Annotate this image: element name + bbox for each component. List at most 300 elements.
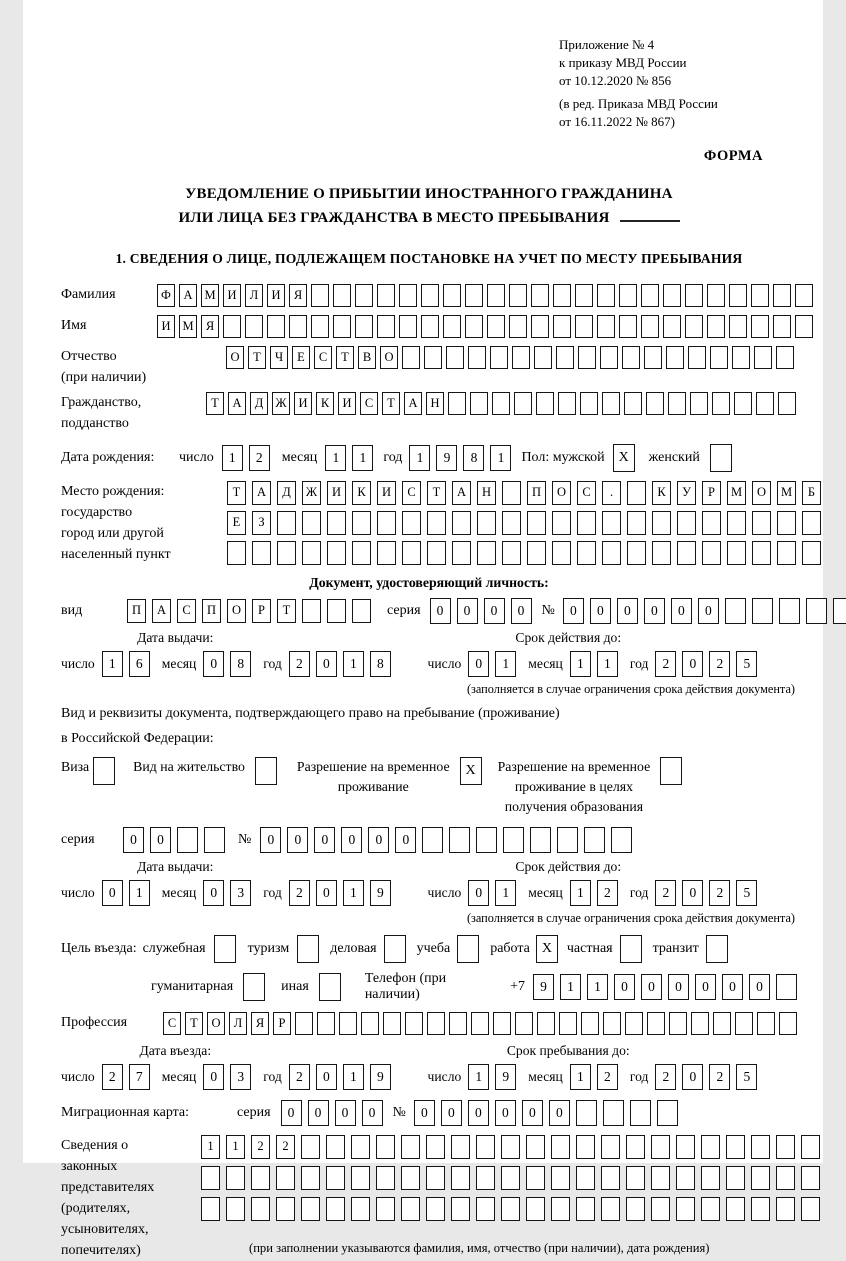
- char-cell[interactable]: [751, 284, 769, 307]
- char-cell[interactable]: Я: [201, 315, 219, 338]
- purpose-other-checkbox[interactable]: [319, 973, 341, 1001]
- char-cell[interactable]: [676, 1166, 695, 1190]
- char-cell[interactable]: [754, 346, 772, 369]
- char-cell[interactable]: [476, 1166, 495, 1190]
- char-cell[interactable]: [503, 827, 524, 853]
- char-cell[interactable]: [327, 541, 346, 565]
- char-cell[interactable]: 0: [260, 827, 281, 853]
- char-cell[interactable]: С: [577, 481, 596, 505]
- char-cell[interactable]: [515, 1012, 533, 1035]
- char-cell[interactable]: [351, 1135, 370, 1159]
- char-cell[interactable]: [802, 541, 821, 565]
- char-cell[interactable]: [576, 1100, 597, 1126]
- char-cell[interactable]: [668, 392, 686, 415]
- char-cell[interactable]: [333, 315, 351, 338]
- char-cell[interactable]: [806, 598, 827, 624]
- char-cell[interactable]: [223, 315, 241, 338]
- char-cell[interactable]: [493, 1012, 511, 1035]
- char-cell[interactable]: [601, 1135, 620, 1159]
- char-cell[interactable]: [726, 1197, 745, 1221]
- char-cell[interactable]: [501, 1135, 520, 1159]
- char-cell[interactable]: М: [727, 481, 746, 505]
- char-cell[interactable]: 2: [655, 651, 676, 677]
- edu-residence-checkbox[interactable]: [660, 757, 682, 785]
- char-cell[interactable]: [426, 1135, 445, 1159]
- char-cell[interactable]: [512, 346, 530, 369]
- char-cell[interactable]: 0: [287, 827, 308, 853]
- char-cell[interactable]: 1: [468, 1064, 489, 1090]
- char-cell[interactable]: [326, 1135, 345, 1159]
- char-cell[interactable]: М: [777, 481, 796, 505]
- char-cell[interactable]: [752, 511, 771, 535]
- char-cell[interactable]: 1: [222, 445, 243, 471]
- char-cell[interactable]: 1: [343, 1064, 364, 1090]
- char-cell[interactable]: [625, 1012, 643, 1035]
- char-cell[interactable]: 0: [335, 1100, 356, 1126]
- char-cell[interactable]: [302, 511, 321, 535]
- char-cell[interactable]: И: [377, 481, 396, 505]
- residence-series-cells[interactable]: [123, 827, 225, 853]
- char-cell[interactable]: [333, 284, 351, 307]
- char-cell[interactable]: [426, 1166, 445, 1190]
- char-cell[interactable]: [514, 392, 532, 415]
- char-cell[interactable]: 0: [457, 598, 478, 624]
- char-cell[interactable]: [402, 541, 421, 565]
- char-cell[interactable]: [470, 392, 488, 415]
- char-cell[interactable]: [551, 1197, 570, 1221]
- char-cell[interactable]: [251, 1197, 270, 1221]
- char-cell[interactable]: 2: [251, 1135, 270, 1159]
- char-cell[interactable]: [351, 1166, 370, 1190]
- char-cell[interactable]: А: [404, 392, 422, 415]
- char-cell[interactable]: [626, 1166, 645, 1190]
- char-cell[interactable]: 0: [563, 598, 584, 624]
- char-cell[interactable]: [376, 1135, 395, 1159]
- char-cell[interactable]: [776, 974, 797, 1000]
- char-cell[interactable]: [449, 1012, 467, 1035]
- char-cell[interactable]: 0: [495, 1100, 516, 1126]
- char-cell[interactable]: [553, 315, 571, 338]
- char-cell[interactable]: [301, 1135, 320, 1159]
- char-cell[interactable]: Ж: [302, 481, 321, 505]
- char-cell[interactable]: 0: [123, 827, 144, 853]
- char-cell[interactable]: [626, 1135, 645, 1159]
- purpose-work-checkbox[interactable]: X: [536, 935, 558, 963]
- char-cell[interactable]: [710, 346, 728, 369]
- char-cell[interactable]: [707, 284, 725, 307]
- char-cell[interactable]: [619, 315, 637, 338]
- char-cell[interactable]: [597, 284, 615, 307]
- char-cell[interactable]: 0: [468, 651, 489, 677]
- char-cell[interactable]: 8: [230, 651, 251, 677]
- char-cell[interactable]: [476, 1135, 495, 1159]
- char-cell[interactable]: [317, 1012, 335, 1035]
- char-cell[interactable]: [502, 541, 521, 565]
- char-cell[interactable]: [401, 1135, 420, 1159]
- char-cell[interactable]: [577, 511, 596, 535]
- char-cell[interactable]: 2: [655, 880, 676, 906]
- char-cell[interactable]: [776, 1166, 795, 1190]
- char-cell[interactable]: 0: [590, 598, 611, 624]
- char-cell[interactable]: 2: [276, 1135, 295, 1159]
- char-cell[interactable]: [677, 541, 696, 565]
- char-cell[interactable]: [377, 541, 396, 565]
- char-cell[interactable]: [663, 315, 681, 338]
- char-cell[interactable]: [477, 541, 496, 565]
- char-cell[interactable]: [557, 827, 578, 853]
- char-cell[interactable]: [402, 346, 420, 369]
- purpose-business-checkbox[interactable]: [384, 935, 406, 963]
- char-cell[interactable]: П: [127, 599, 146, 623]
- char-cell[interactable]: Т: [336, 346, 354, 369]
- char-cell[interactable]: Л: [245, 284, 263, 307]
- char-cell[interactable]: 5: [736, 880, 757, 906]
- phone-cells[interactable]: [533, 974, 797, 1000]
- char-cell[interactable]: [339, 1012, 357, 1035]
- char-cell[interactable]: Ж: [272, 392, 290, 415]
- char-cell[interactable]: 2: [289, 1064, 310, 1090]
- char-cell[interactable]: [295, 1012, 313, 1035]
- char-cell[interactable]: [576, 1166, 595, 1190]
- char-cell[interactable]: Т: [206, 392, 224, 415]
- char-cell[interactable]: [597, 315, 615, 338]
- char-cell[interactable]: [795, 284, 813, 307]
- char-cell[interactable]: И: [294, 392, 312, 415]
- char-cell[interactable]: 6: [129, 651, 150, 677]
- char-cell[interactable]: [691, 1012, 709, 1035]
- char-cell[interactable]: [751, 315, 769, 338]
- char-cell[interactable]: [627, 481, 646, 505]
- char-cell[interactable]: [726, 1166, 745, 1190]
- char-cell[interactable]: 1: [570, 880, 591, 906]
- char-cell[interactable]: 0: [314, 827, 335, 853]
- char-cell[interactable]: Д: [277, 481, 296, 505]
- char-cell[interactable]: 1: [325, 445, 346, 471]
- char-cell[interactable]: [602, 511, 621, 535]
- char-cell[interactable]: [757, 1012, 775, 1035]
- char-cell[interactable]: 2: [597, 1064, 618, 1090]
- purpose-study-checkbox[interactable]: [457, 935, 479, 963]
- char-cell[interactable]: [559, 1012, 577, 1035]
- char-cell[interactable]: 0: [150, 827, 171, 853]
- char-cell[interactable]: [377, 511, 396, 535]
- char-cell[interactable]: [641, 284, 659, 307]
- char-cell[interactable]: [326, 1166, 345, 1190]
- char-cell[interactable]: [802, 511, 821, 535]
- char-cell[interactable]: А: [252, 481, 271, 505]
- purpose-tourism-checkbox[interactable]: [297, 935, 319, 963]
- char-cell[interactable]: 2: [709, 651, 730, 677]
- char-cell[interactable]: [427, 511, 446, 535]
- char-cell[interactable]: [421, 315, 439, 338]
- char-cell[interactable]: 9: [370, 1064, 391, 1090]
- char-cell[interactable]: [502, 511, 521, 535]
- char-cell[interactable]: [652, 541, 671, 565]
- doc-valid-day-cells[interactable]: [468, 651, 516, 677]
- char-cell[interactable]: [657, 1100, 678, 1126]
- char-cell[interactable]: [531, 315, 549, 338]
- char-cell[interactable]: [526, 1197, 545, 1221]
- char-cell[interactable]: [600, 346, 618, 369]
- char-cell[interactable]: [647, 1012, 665, 1035]
- char-cell[interactable]: [779, 1012, 797, 1035]
- char-cell[interactable]: 1: [201, 1135, 220, 1159]
- char-cell[interactable]: 2: [709, 880, 730, 906]
- stay-day-cells[interactable]: [468, 1064, 516, 1090]
- char-cell[interactable]: Р: [273, 1012, 291, 1035]
- char-cell[interactable]: [401, 1166, 420, 1190]
- char-cell[interactable]: [443, 315, 461, 338]
- char-cell[interactable]: И: [223, 284, 241, 307]
- char-cell[interactable]: 0: [522, 1100, 543, 1126]
- citizenship-cells[interactable]: [206, 392, 796, 415]
- char-cell[interactable]: 1: [409, 445, 430, 471]
- entry-day-cells[interactable]: [102, 1064, 150, 1090]
- char-cell[interactable]: [311, 284, 329, 307]
- char-cell[interactable]: 0: [682, 880, 703, 906]
- char-cell[interactable]: [777, 511, 796, 535]
- char-cell[interactable]: 0: [511, 598, 532, 624]
- char-cell[interactable]: [795, 315, 813, 338]
- char-cell[interactable]: З: [252, 511, 271, 535]
- char-cell[interactable]: И: [157, 315, 175, 338]
- char-cell[interactable]: [801, 1166, 820, 1190]
- char-cell[interactable]: Н: [426, 392, 444, 415]
- residence-valid-year-cells[interactable]: [655, 880, 757, 906]
- char-cell[interactable]: [776, 1135, 795, 1159]
- char-cell[interactable]: [641, 315, 659, 338]
- char-cell[interactable]: 1: [560, 974, 581, 1000]
- char-cell[interactable]: 1: [129, 880, 150, 906]
- char-cell[interactable]: [537, 1012, 555, 1035]
- char-cell[interactable]: 0: [362, 1100, 383, 1126]
- char-cell[interactable]: 8: [463, 445, 484, 471]
- char-cell[interactable]: 7: [129, 1064, 150, 1090]
- char-cell[interactable]: [666, 346, 684, 369]
- char-cell[interactable]: 5: [736, 1064, 757, 1090]
- char-cell[interactable]: [326, 1197, 345, 1221]
- char-cell[interactable]: [526, 1135, 545, 1159]
- char-cell[interactable]: Р: [252, 599, 271, 623]
- residence-number-cells[interactable]: [260, 827, 632, 853]
- char-cell[interactable]: Л: [229, 1012, 247, 1035]
- char-cell[interactable]: 2: [289, 651, 310, 677]
- char-cell[interactable]: 0: [682, 651, 703, 677]
- char-cell[interactable]: 1: [570, 651, 591, 677]
- entry-year-cells[interactable]: [289, 1064, 391, 1090]
- char-cell[interactable]: [707, 315, 725, 338]
- char-cell[interactable]: [778, 392, 796, 415]
- char-cell[interactable]: [227, 541, 246, 565]
- char-cell[interactable]: [702, 511, 721, 535]
- char-cell[interactable]: 1: [226, 1135, 245, 1159]
- char-cell[interactable]: 2: [249, 445, 270, 471]
- char-cell[interactable]: [352, 541, 371, 565]
- char-cell[interactable]: [644, 346, 662, 369]
- char-cell[interactable]: [575, 315, 593, 338]
- char-cell[interactable]: [646, 392, 664, 415]
- char-cell[interactable]: [688, 346, 706, 369]
- char-cell[interactable]: [509, 315, 527, 338]
- char-cell[interactable]: Т: [382, 392, 400, 415]
- char-cell[interactable]: [575, 284, 593, 307]
- char-cell[interactable]: [204, 827, 225, 853]
- char-cell[interactable]: [551, 1166, 570, 1190]
- char-cell[interactable]: [729, 284, 747, 307]
- char-cell[interactable]: [732, 346, 750, 369]
- char-cell[interactable]: [530, 827, 551, 853]
- char-cell[interactable]: [651, 1166, 670, 1190]
- char-cell[interactable]: [576, 1135, 595, 1159]
- doc-number-cells[interactable]: [563, 598, 846, 624]
- char-cell[interactable]: 0: [203, 1064, 224, 1090]
- char-cell[interactable]: [443, 284, 461, 307]
- char-cell[interactable]: Е: [227, 511, 246, 535]
- char-cell[interactable]: [501, 1166, 520, 1190]
- char-cell[interactable]: 1: [587, 974, 608, 1000]
- char-cell[interactable]: П: [202, 599, 221, 623]
- birth-month-cells[interactable]: [325, 445, 373, 471]
- char-cell[interactable]: [626, 1197, 645, 1221]
- char-cell[interactable]: [801, 1197, 820, 1221]
- char-cell[interactable]: С: [314, 346, 332, 369]
- char-cell[interactable]: [426, 1197, 445, 1221]
- char-cell[interactable]: [685, 284, 703, 307]
- char-cell[interactable]: Т: [227, 481, 246, 505]
- char-cell[interactable]: [361, 1012, 379, 1035]
- purpose-transit-checkbox[interactable]: [706, 935, 728, 963]
- char-cell[interactable]: О: [752, 481, 771, 505]
- char-cell[interactable]: [578, 346, 596, 369]
- char-cell[interactable]: 0: [668, 974, 689, 1000]
- char-cell[interactable]: 9: [533, 974, 554, 1000]
- char-cell[interactable]: [619, 284, 637, 307]
- char-cell[interactable]: [427, 1012, 445, 1035]
- char-cell[interactable]: [663, 284, 681, 307]
- char-cell[interactable]: [622, 346, 640, 369]
- stay-month-cells[interactable]: [570, 1064, 618, 1090]
- char-cell[interactable]: [502, 481, 521, 505]
- char-cell[interactable]: [584, 827, 605, 853]
- char-cell[interactable]: Ф: [157, 284, 175, 307]
- char-cell[interactable]: О: [380, 346, 398, 369]
- char-cell[interactable]: Н: [477, 481, 496, 505]
- representatives-cells-row2[interactable]: [201, 1166, 820, 1190]
- char-cell[interactable]: [487, 284, 505, 307]
- char-cell[interactable]: [302, 599, 321, 623]
- char-cell[interactable]: [676, 1135, 695, 1159]
- char-cell[interactable]: [727, 511, 746, 535]
- char-cell[interactable]: [603, 1012, 621, 1035]
- char-cell[interactable]: [509, 284, 527, 307]
- char-cell[interactable]: 2: [655, 1064, 676, 1090]
- char-cell[interactable]: [611, 827, 632, 853]
- char-cell[interactable]: [427, 541, 446, 565]
- char-cell[interactable]: [311, 315, 329, 338]
- representatives-cells-row1[interactable]: [201, 1135, 820, 1159]
- char-cell[interactable]: [377, 284, 395, 307]
- char-cell[interactable]: В: [358, 346, 376, 369]
- char-cell[interactable]: К: [352, 481, 371, 505]
- char-cell[interactable]: [245, 315, 263, 338]
- char-cell[interactable]: [752, 541, 771, 565]
- char-cell[interactable]: 0: [203, 651, 224, 677]
- purpose-official-checkbox[interactable]: [214, 935, 236, 963]
- char-cell[interactable]: [536, 392, 554, 415]
- char-cell[interactable]: [651, 1197, 670, 1221]
- char-cell[interactable]: [577, 541, 596, 565]
- char-cell[interactable]: 0: [203, 880, 224, 906]
- char-cell[interactable]: 8: [370, 651, 391, 677]
- char-cell[interactable]: [602, 392, 620, 415]
- char-cell[interactable]: [776, 1197, 795, 1221]
- char-cell[interactable]: [627, 511, 646, 535]
- char-cell[interactable]: [773, 315, 791, 338]
- char-cell[interactable]: [451, 1135, 470, 1159]
- char-cell[interactable]: [702, 541, 721, 565]
- char-cell[interactable]: [355, 284, 373, 307]
- char-cell[interactable]: [301, 1197, 320, 1221]
- char-cell[interactable]: 1: [343, 880, 364, 906]
- char-cell[interactable]: 0: [441, 1100, 462, 1126]
- char-cell[interactable]: 0: [682, 1064, 703, 1090]
- char-cell[interactable]: [553, 284, 571, 307]
- char-cell[interactable]: [376, 1197, 395, 1221]
- char-cell[interactable]: [471, 1012, 489, 1035]
- char-cell[interactable]: О: [207, 1012, 225, 1035]
- char-cell[interactable]: [477, 511, 496, 535]
- char-cell[interactable]: [465, 315, 483, 338]
- char-cell[interactable]: 3: [230, 880, 251, 906]
- char-cell[interactable]: [401, 1197, 420, 1221]
- char-cell[interactable]: 0: [698, 598, 719, 624]
- char-cell[interactable]: Т: [248, 346, 266, 369]
- birth-place-cells-row2[interactable]: [227, 511, 821, 535]
- char-cell[interactable]: 0: [316, 1064, 337, 1090]
- char-cell[interactable]: 0: [308, 1100, 329, 1126]
- char-cell[interactable]: [327, 599, 346, 623]
- char-cell[interactable]: [476, 827, 497, 853]
- char-cell[interactable]: [627, 541, 646, 565]
- char-cell[interactable]: [351, 1197, 370, 1221]
- char-cell[interactable]: 0: [341, 827, 362, 853]
- char-cell[interactable]: С: [360, 392, 378, 415]
- char-cell[interactable]: С: [402, 481, 421, 505]
- char-cell[interactable]: 1: [597, 651, 618, 677]
- birth-place-cells-row1[interactable]: [227, 481, 821, 505]
- char-cell[interactable]: [421, 284, 439, 307]
- char-cell[interactable]: Я: [289, 284, 307, 307]
- char-cell[interactable]: Я: [251, 1012, 269, 1035]
- doc-issue-month-cells[interactable]: [203, 651, 251, 677]
- patronymic-cells[interactable]: [226, 346, 794, 369]
- sex-male-checkbox[interactable]: X: [613, 444, 635, 472]
- surname-cells[interactable]: [157, 284, 813, 307]
- char-cell[interactable]: [399, 284, 417, 307]
- char-cell[interactable]: [251, 1166, 270, 1190]
- char-cell[interactable]: [725, 598, 746, 624]
- char-cell[interactable]: [465, 284, 483, 307]
- char-cell[interactable]: [729, 315, 747, 338]
- char-cell[interactable]: И: [338, 392, 356, 415]
- char-cell[interactable]: [355, 315, 373, 338]
- purpose-humanitarian-checkbox[interactable]: [243, 973, 265, 1001]
- char-cell[interactable]: 2: [289, 880, 310, 906]
- char-cell[interactable]: [487, 315, 505, 338]
- char-cell[interactable]: М: [179, 315, 197, 338]
- stay-year-cells[interactable]: [655, 1064, 757, 1090]
- char-cell[interactable]: 0: [468, 1100, 489, 1126]
